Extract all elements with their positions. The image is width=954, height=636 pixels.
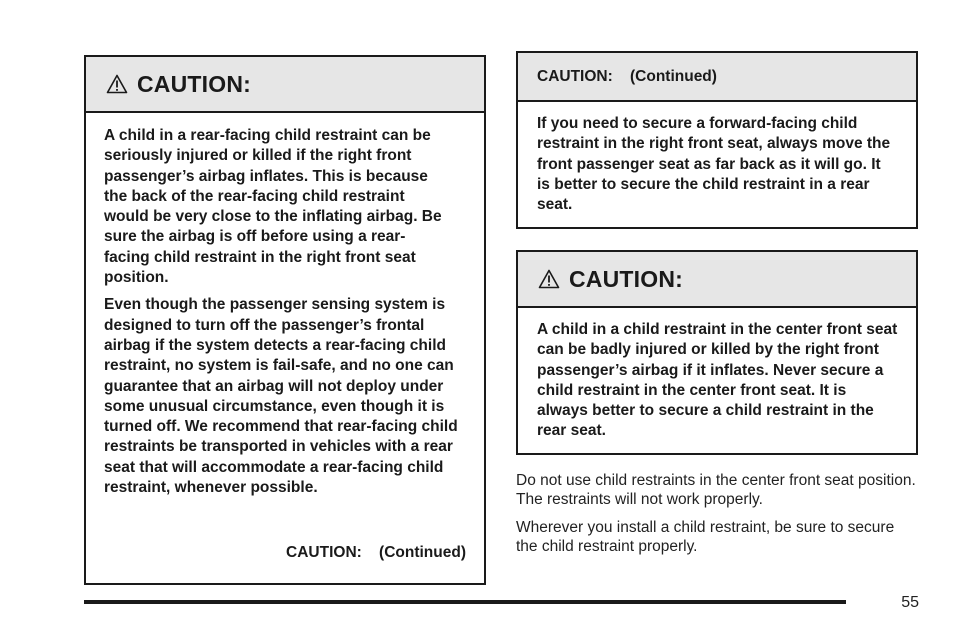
page-number: 55 [901, 594, 919, 611]
caution-box-center-seat [516, 250, 918, 455]
body-paragraph: Wherever you install a child restraint, be sure to secure the child restraint properly. [516, 519, 895, 555]
body-paragraph: Do not use child restraints in the center front seat position. The restraints will not work properly. [516, 472, 916, 508]
caution-paragraph: A child in a child restraint in the center front seat can be badly injured or killed by the right front passenger’s airbag if it inflates. Never secure a child restraint in the center front seat. It is always better to secure a child restraint in the rear seat. [537, 321, 898, 440]
caution-paragraph: Even though the passenger sensing system is designed to turn off the passenger’s frontal airbag if the system detects a rear-facing child restraint, no system is fail-safe, and no one can guarantee that an airbag will not deploy under some unusual circumstance, even though it is turned off. We recommend that rear-facing child restraints be transported in vehicles with a rear seat that will accommodate a rear-facing child restraint, whenever possible. [104, 296, 458, 497]
caution-body-left [86, 113, 484, 498]
footer-rule [84, 600, 846, 604]
caution-title: CAUTION: [569, 265, 684, 292]
caution-continued-title: CAUTION: (Continued) [537, 67, 717, 85]
caution-continued-label: CAUTION: (Continued) [286, 544, 466, 561]
warning-triangle-icon [106, 74, 128, 94]
caution-body-continued [518, 102, 916, 215]
warning-triangle-icon [538, 269, 560, 289]
caution-header-left [86, 57, 484, 113]
caution-paragraph: If you need to secure a forward-facing child restraint in the right front seat, always move the front passenger seat as far back as it will go. It is better to secure the child restraint in a rear seat. [537, 115, 891, 214]
caution-body-center-seat [518, 308, 916, 442]
caution-box-left [84, 55, 486, 585]
caution-header-continued [518, 53, 916, 102]
caution-paragraph: A child in a rear-facing child restraint can be seriously injured or killed if the right front passenger’s airbag inflates. This is because the back of the rear-facing child restraint would be very close to the inflating airbag. Be sure the airbag is off before using a rear-facing child restraint in the right front seat position. [104, 127, 442, 287]
caution-title: CAUTION: [137, 70, 252, 97]
caution-box-continued [516, 51, 918, 229]
caution-header-center-seat [518, 252, 916, 308]
